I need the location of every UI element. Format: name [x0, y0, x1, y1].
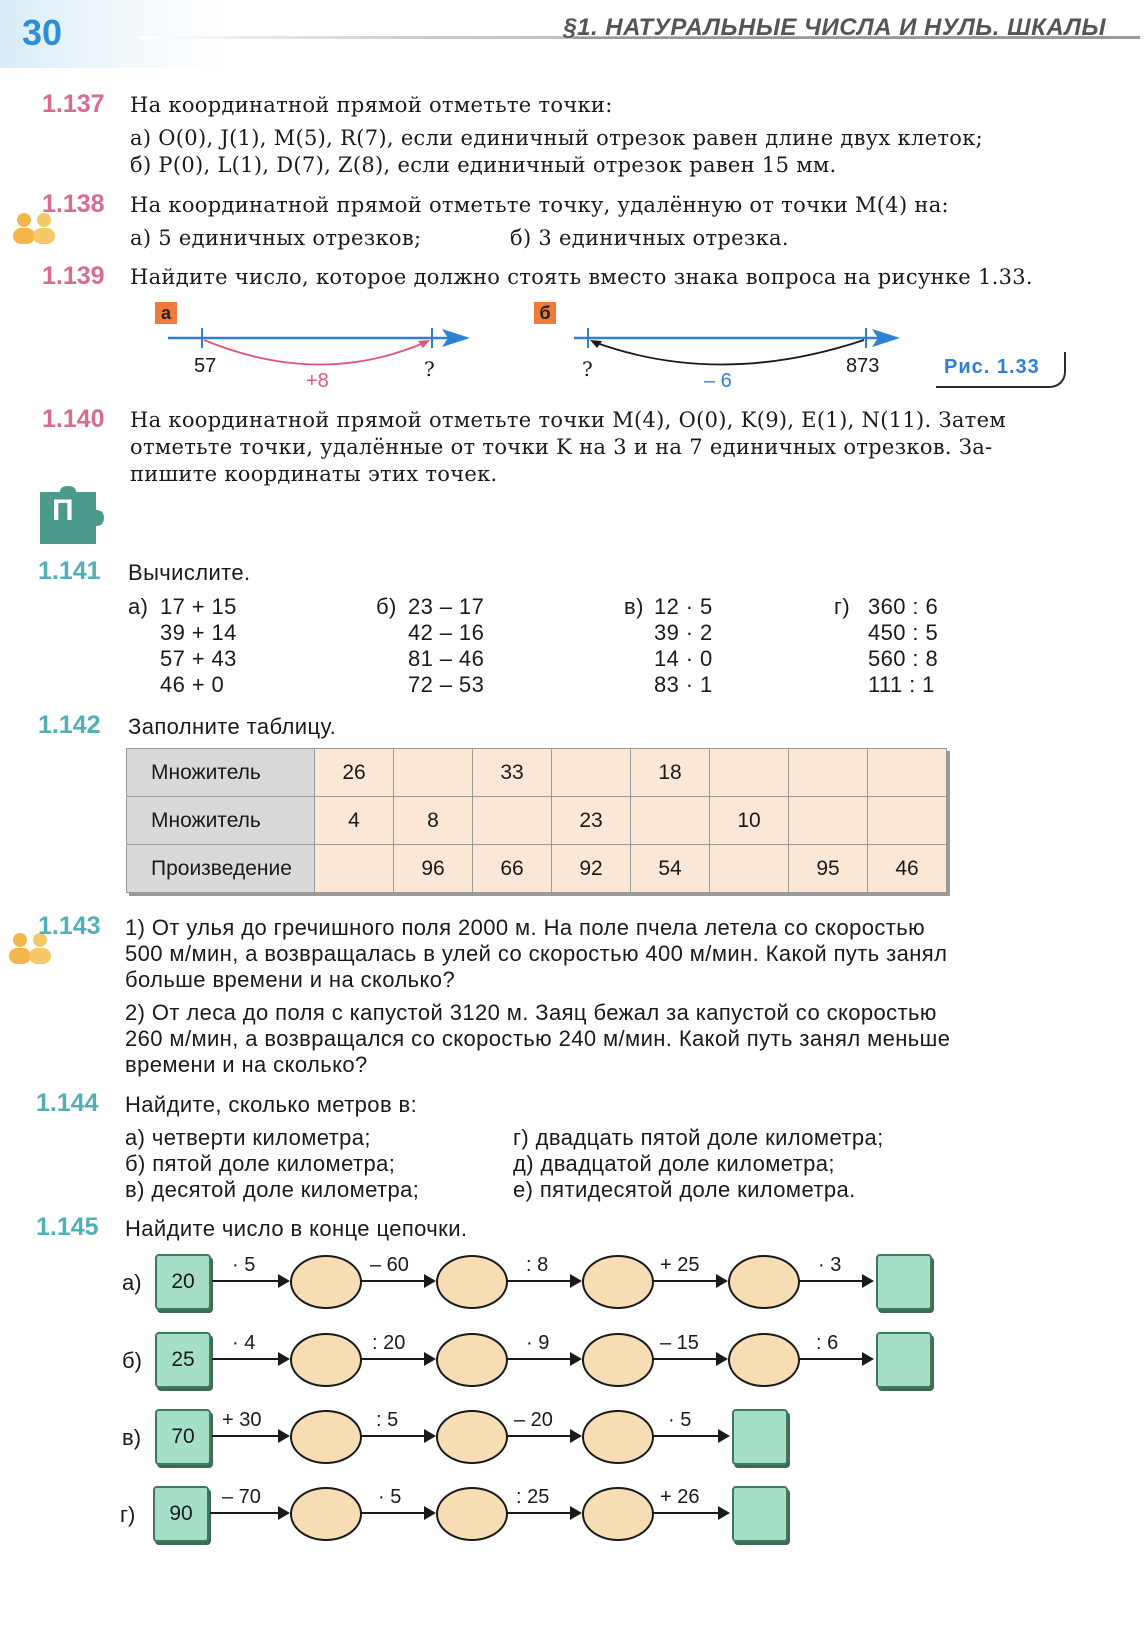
problem-1137-b: б) P(0), L(1), D(7), Z(8), если единичный отрезок равен 15 мм.	[130, 153, 837, 177]
problem-number-1140: 1.140	[42, 405, 105, 433]
problem-1137-title: На координатной прямой отметьте точки:	[130, 93, 613, 117]
col-b-label: б)	[376, 594, 397, 619]
chain-a-result	[876, 1254, 932, 1310]
problem-number-1144: 1.144	[36, 1089, 99, 1117]
problem-1143-part2-line-1: 2) От леса до поля с капустой 3120 м. Заяц бежал за капустой со скоростью	[125, 1000, 937, 1025]
problem-1145-title: Найдите число в конце цепочки.	[125, 1216, 468, 1241]
table-cell: 96	[394, 845, 473, 893]
col-a-item-2: 39 + 14	[160, 620, 237, 645]
problem-1140-line-1: На координатной прямой отметьте точки M(4), O(0), K(9), E(1), N(11). Затем	[130, 408, 1006, 432]
chain-a-op-2: – 60	[370, 1254, 409, 1276]
chain-oval	[290, 1410, 362, 1464]
problem-1144-title: Найдите, сколько метров в:	[125, 1092, 418, 1117]
chain-g-label: г)	[120, 1502, 136, 1527]
table-cell	[710, 845, 789, 893]
col-v-label: в)	[624, 594, 644, 619]
table-cell: 10	[710, 797, 789, 845]
chain-g-result	[732, 1486, 788, 1542]
problem-1144-a: а) четверти километра;	[125, 1125, 371, 1150]
chain-oval	[582, 1255, 654, 1309]
chain-oval	[436, 1487, 508, 1541]
col-v-item-4: 83 · 1	[654, 672, 713, 697]
chain-b-op-4: – 15	[660, 1332, 699, 1354]
table-cell: 92	[552, 845, 631, 893]
chain-oval	[728, 1255, 800, 1309]
col-b-item-2: 42 – 16	[408, 620, 485, 645]
col-b-item-1: 23 – 17	[408, 594, 485, 619]
chain-b-result	[876, 1332, 932, 1388]
table-row	[127, 845, 947, 893]
table-cell	[631, 797, 710, 845]
figure-a-step: +8	[306, 370, 329, 392]
problem-1140-line-3: пишите координаты этих точек.	[130, 462, 498, 486]
figure-a-tag: а	[155, 302, 177, 324]
chain-arrow	[506, 1280, 580, 1282]
chain-arrow	[652, 1512, 728, 1514]
table-cell	[394, 749, 473, 797]
problem-1141-title: Вычислите.	[128, 560, 251, 585]
table-cell: 95	[789, 845, 868, 893]
chain-arrow	[212, 1280, 288, 1282]
chain-arrow	[506, 1435, 580, 1437]
chain-a-op-1: · 5	[232, 1254, 256, 1276]
table-cell: 66	[473, 845, 552, 893]
section-title: §1. НАТУРАЛЬНЫЕ ЧИСЛА И НУЛЬ. ШКАЛЫ	[563, 14, 1106, 41]
chain-v-op-4: · 5	[668, 1409, 692, 1431]
chain-b-start: 25	[155, 1332, 211, 1388]
table-cell	[315, 845, 394, 893]
chain-v-start: 70	[155, 1409, 211, 1465]
problem-1143-part2-line-2: 260 м/мин, а возвращался со скоростью 240 м/мин. Какой путь занял меньше	[125, 1026, 951, 1051]
chain-arrow	[798, 1280, 872, 1282]
chain-g-start: 90	[153, 1486, 209, 1542]
table-cell	[868, 797, 947, 845]
table-cell: 54	[631, 845, 710, 893]
row-header: Множитель	[127, 749, 315, 797]
row-header: Произведение	[127, 845, 315, 893]
col-g-item-4: 111 : 1	[868, 672, 935, 697]
col-a-item-3: 57 + 43	[160, 646, 237, 671]
col-v-item-2: 39 · 2	[654, 620, 713, 645]
problem-1144-v: в) десятой доле километра;	[125, 1177, 420, 1202]
chain-g-op-2: · 5	[378, 1486, 402, 1508]
problem-1143-part1-line-2: 500 м/мин, а возвращалась в улей со скоростью 400 м/мин. Какой путь занял	[125, 941, 948, 966]
chain-a-op-3: : 8	[526, 1254, 549, 1276]
chain-oval	[728, 1333, 800, 1387]
col-v-item-3: 14 · 0	[654, 646, 713, 671]
col-g-item-2: 450 : 5	[868, 620, 939, 645]
chain-arrow	[212, 1358, 288, 1360]
col-b-item-4: 72 – 53	[408, 672, 485, 697]
col-a-item-1: 17 + 15	[160, 594, 237, 619]
chain-a-op-5: · 3	[818, 1254, 842, 1276]
problem-number-1142: 1.142	[38, 711, 101, 739]
chain-oval	[290, 1255, 362, 1309]
problem-number-1145: 1.145	[36, 1213, 99, 1241]
chain-oval	[582, 1487, 654, 1541]
chain-b-op-5: : 6	[816, 1332, 839, 1354]
chain-g-op-1: – 70	[222, 1486, 261, 1508]
badge-letter: П	[52, 494, 74, 527]
chain-arrow	[652, 1358, 726, 1360]
problem-1142-title: Заполните таблицу.	[128, 714, 337, 739]
problem-1139-title: Найдите число, которое должно стоять вместо знака вопроса на рисунке 1.33.	[130, 265, 1033, 289]
col-a-label: а)	[128, 594, 149, 619]
chain-arrow	[360, 1512, 434, 1514]
table-cell: 46	[868, 845, 947, 893]
problem-1137-a: а) O(0), J(1), M(5), R(7), если единичный отрезок равен длине двух клеток;	[130, 126, 984, 150]
chain-v-result	[732, 1409, 788, 1465]
problem-number-1141: 1.141	[38, 557, 101, 585]
figure-a-left-value: 57	[194, 355, 217, 377]
chain-b-op-3: · 9	[526, 1332, 550, 1354]
table-cell: 18	[631, 749, 710, 797]
figure-a-unknown: ?	[424, 357, 435, 381]
chain-g-op-4: + 26	[660, 1486, 700, 1508]
problem-1140-line-2: отметьте точки, удалённые от точки K на 3 и на 7 единичных отрезков. За-	[130, 435, 993, 459]
chain-b-op-1: · 4	[232, 1332, 256, 1354]
problem-1143-part1-line-3: больше времени и на сколько?	[125, 967, 456, 992]
table-cell	[552, 749, 631, 797]
chain-arrow	[360, 1358, 434, 1360]
problem-1143-part2-line-3: времени и на сколько?	[125, 1052, 368, 1077]
table-cell	[868, 749, 947, 797]
figure-b-unknown: ?	[582, 357, 593, 381]
chain-oval	[436, 1333, 508, 1387]
chain-arrow	[210, 1512, 288, 1514]
chain-oval	[582, 1333, 654, 1387]
problem-1138-b: б) 3 единичных отрезка.	[510, 226, 789, 250]
figure-b-tag: б	[534, 302, 556, 324]
col-g-item-1: 360 : 6	[868, 594, 939, 619]
chain-arrow	[360, 1435, 434, 1437]
page-number: 30	[22, 12, 63, 53]
col-a-item-4: 46 + 0	[160, 672, 225, 697]
chain-arrow	[652, 1435, 728, 1437]
chain-oval	[436, 1410, 508, 1464]
problem-number-1137: 1.137	[42, 90, 105, 118]
chain-a-start: 20	[155, 1254, 211, 1310]
chain-oval	[582, 1410, 654, 1464]
problem-1144-d: д) двадцатой доле километра;	[513, 1151, 835, 1176]
chain-arrow	[506, 1512, 580, 1514]
chain-arrow	[212, 1435, 288, 1437]
chain-oval	[436, 1255, 508, 1309]
col-g-item-3: 560 : 8	[868, 646, 939, 671]
problem-1143-part1-line-1: 1) От улья до гречишного поля 2000 м. На поле пчела летела со скоростью	[125, 915, 925, 940]
chain-b-op-2: : 20	[372, 1332, 406, 1354]
problem-1144-g: г) двадцать пятой доле километра;	[513, 1125, 884, 1150]
chain-v-op-1: + 30	[222, 1409, 262, 1431]
chain-oval	[290, 1333, 362, 1387]
chain-arrow	[798, 1358, 872, 1360]
chain-v-label: в)	[122, 1425, 142, 1450]
table-cell: 26	[315, 749, 394, 797]
figure-caption: Рис. 1.33	[944, 356, 1040, 378]
table-row	[127, 797, 947, 845]
row-header: Множитель	[127, 797, 315, 845]
figure-b-right-value: 873	[846, 355, 880, 377]
problem-1144-b: б) пятой доле километра;	[125, 1151, 396, 1176]
chain-oval	[290, 1487, 362, 1541]
chain-v-op-2: : 5	[376, 1409, 399, 1431]
chain-b-label: б)	[122, 1348, 142, 1373]
table-cell	[473, 797, 552, 845]
problem-1144-e: е) пятидесятой доле километра.	[513, 1177, 856, 1202]
table-cell: 33	[473, 749, 552, 797]
problem-number-1138: 1.138	[42, 190, 105, 218]
col-b-item-3: 81 – 46	[408, 646, 485, 671]
table-cell	[789, 749, 868, 797]
problem-1138-a: а) 5 единичных отрезков;	[130, 226, 422, 250]
col-v-item-1: 12 · 5	[654, 594, 713, 619]
table-row	[127, 749, 947, 797]
table-cell: 4	[315, 797, 394, 845]
chain-v-op-3: – 20	[514, 1409, 553, 1431]
problem-number-1143: 1.143	[38, 912, 101, 940]
figure-b-step: – 6	[704, 370, 732, 392]
problem-1138-title: На координатной прямой отметьте точку, удалённую от точки M(4) на:	[130, 193, 949, 217]
table-cell: 8	[394, 797, 473, 845]
chain-arrow	[360, 1280, 434, 1282]
table-cell	[710, 749, 789, 797]
chain-arrow	[506, 1358, 580, 1360]
col-g-label: г)	[834, 594, 851, 619]
table-cell: 23	[552, 797, 631, 845]
problem-number-1139: 1.139	[42, 262, 105, 290]
multiplication-table	[126, 748, 947, 893]
chain-a-label: а)	[122, 1270, 142, 1295]
chain-a-op-4: + 25	[660, 1254, 700, 1276]
table-cell	[789, 797, 868, 845]
chain-arrow	[652, 1280, 726, 1282]
chain-g-op-3: : 25	[516, 1486, 550, 1508]
